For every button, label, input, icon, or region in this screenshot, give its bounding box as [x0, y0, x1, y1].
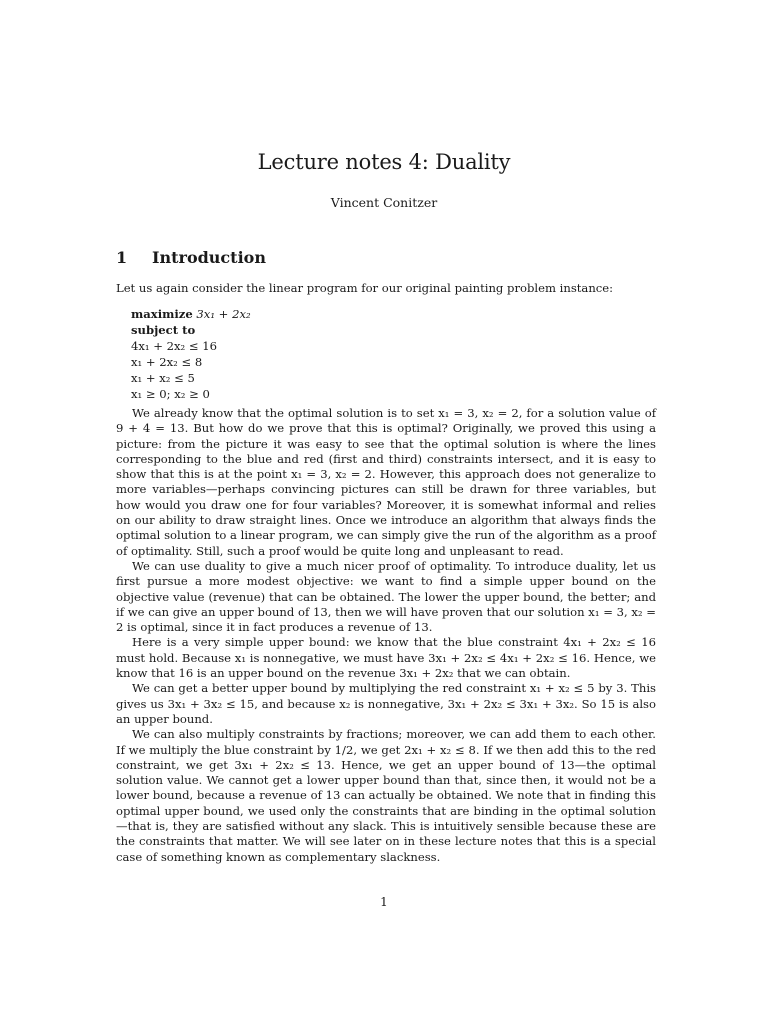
- linear-program: [131, 306, 251, 402]
- lp-constraint: x₁ + x₂ ≤ 5: [131, 371, 195, 385]
- lp-objective-line: [131, 306, 251, 322]
- section-title: Introduction: [152, 248, 266, 267]
- body-text: [116, 406, 656, 865]
- lp-objective: 3x₁ + 2x₂: [196, 307, 251, 321]
- lp-constraint: 4x₁ + 2x₂ ≤ 16: [131, 339, 218, 353]
- paragraph: We can also multiply constraints by fractions; moreover, we can add them to each other. If we multiply the blue constraint by 1/2, we get 2x₁ + x₂ ≤ 8. If we then add this to the red constraint, we get 3x₁ + 2x₂ ≤ 13. Hence, we get an upper bound of 13—the optimal solution value. We cannot get a lower upper bound than that, since then, it would not be a lower bound, because a revenue of 13 can actually be obtained. We note that in finding this optimal upper bound, we used only the constraints that are binding in the optimal solution—that is, they are satisfied without any slack. This is intuitively sensible because these are the constraints that matter. We will see later on in these lecture notes that this is a special case of something known as complementary slackness.: [116, 727, 656, 864]
- author-name: Vincent Conitzer: [330, 195, 438, 210]
- document-title: Lecture notes 4: Duality: [257, 150, 511, 174]
- section-number: 1: [116, 248, 128, 267]
- page-number: 1: [380, 895, 388, 909]
- lp-constraint: x₁ + 2x₂ ≤ 8: [131, 355, 203, 369]
- paragraph: We can use duality to give a much nicer proof of optimality. To introduce duality, let us first pursue a more modest objective: we want to find a simple upper bound on the objective value (revenue) that can be obtained. The lower the upper bound, the better; and if we can give an upper bound of 13, then we will have proven that our solution x₁ = 3, x₂ = 2 is optimal, since it in fact produces a revenue of 13.: [116, 558, 656, 635]
- lp-subject-to: subject to: [131, 323, 196, 337]
- section-heading: [116, 248, 266, 267]
- paragraph: We can get a better upper bound by multiplying the red constraint x₁ + x₂ ≤ 5 by 3. This gives us 3x₁ + 3x₂ ≤ 15, and because x₂ is nonnegative, 3x₁ + 2x₂ ≤ 3x₁ + 3x₂. So 15 is also an upper bound.: [116, 681, 656, 726]
- intro-paragraph: Let us again consider the linear program for our original painting problem instance:: [116, 281, 614, 295]
- paragraph: We already know that the optimal solution is to set x₁ = 3, x₂ = 2, for a solution value of 9 + 4 = 13. But how do we prove that this is optimal? Originally, we proved this using a picture: from the picture it was easy to see that the optimal solution is where the lines corresponding to the blue and red (first and third) constraints intersect, and it is easy to show that this is at the point x₁ = 3, x₂ = 2. However, this approach does not generalize to more variables—perhaps convincing pictures can still be drawn for three variables, but how would you draw one for four variables? Moreover, it is somewhat informal and relies on our ability to draw straight lines. Once we introduce an algorithm that always finds the optimal solution to a linear program, we can simply give the run of the algorithm as a proof of optimality. Still, such a proof would be quite long and unpleasant to read.: [116, 406, 656, 558]
- lp-maximize-keyword: maximize: [131, 307, 193, 321]
- lp-nonnegativity: x₁ ≥ 0; x₂ ≥ 0: [131, 387, 210, 401]
- paragraph: Here is a very simple upper bound: we know that the blue constraint 4x₁ + 2x₂ ≤ 16 must hold. Because x₁ is nonnegative, we must have 3x₁ + 2x₂ ≤ 4x₁ + 2x₂ ≤ 16. Hence, we know that 16 is an upper bound on the revenue 3x₁ + 2x₂ that we can obtain.: [116, 635, 656, 681]
